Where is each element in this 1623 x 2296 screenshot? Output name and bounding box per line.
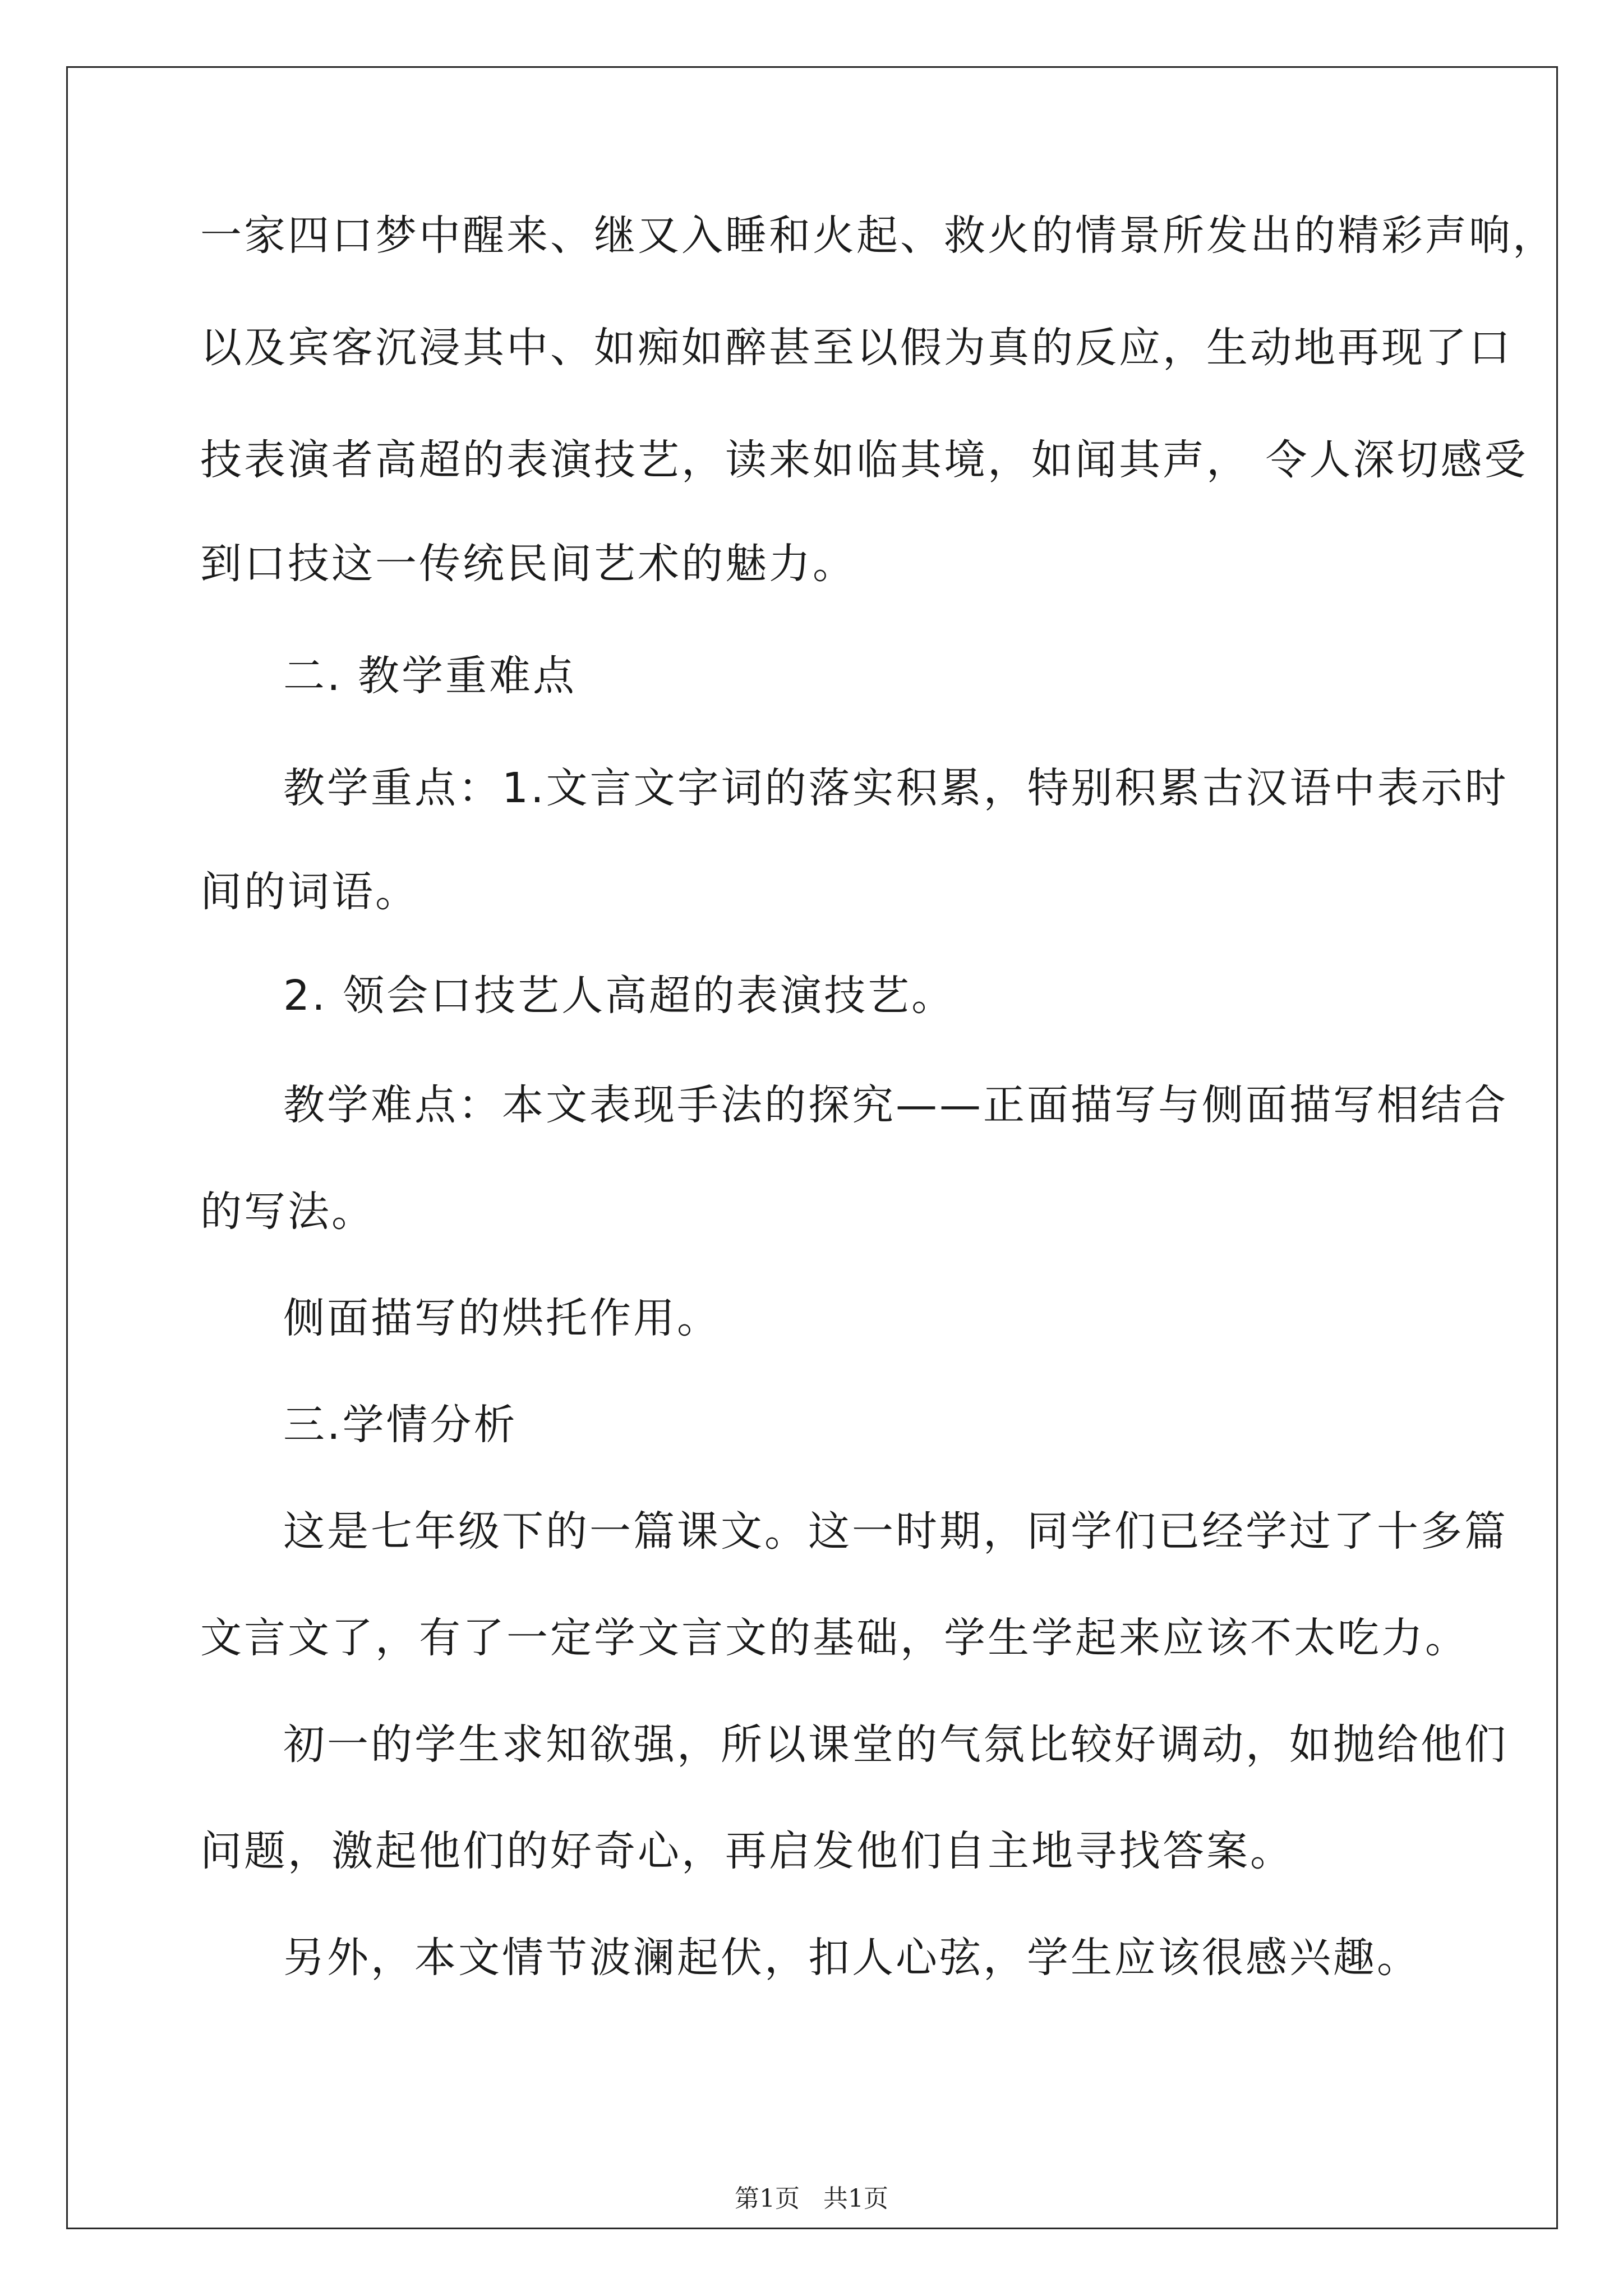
text-line: 侧面描写的烘托作用。 bbox=[283, 1294, 721, 1342]
page-number-footer: 第1页 共1页 bbox=[735, 2184, 888, 2213]
text-line: 间的词语。 bbox=[200, 868, 419, 916]
section-heading: 二. 教学重难点 bbox=[283, 652, 577, 700]
text-line: 以及宾客沉浸其中、如痴如醉甚至以假为真的反应，生动地再现了口 bbox=[200, 324, 1513, 372]
text-line: 技表演者高超的表演技艺，读来如临其境，如闻其声， 令人深切感受 bbox=[200, 436, 1528, 484]
text-line: 到口技这一传统民间艺术的魅力。 bbox=[200, 540, 856, 588]
text-line: 的写法。 bbox=[200, 1188, 375, 1236]
text-line: 文言文了，有了一定学文言文的基础，学生学起来应该不太吃力。 bbox=[200, 1614, 1469, 1662]
text-line: 另外，本文情节波澜起伏，扣人心弦，学生应该很感兴趣。 bbox=[283, 1934, 1421, 1982]
text-line: 教学难点：本文表现手法的探究——正面描写与侧面描写相结合 bbox=[283, 1081, 1508, 1129]
page-border bbox=[66, 66, 1558, 2229]
text-line: 教学重点：1.文言文字词的落实积累，特别积累古汉语中表示时 bbox=[283, 764, 1509, 812]
text-line: 问题，激起他们的好奇心，再启发他们自主地寻找答案。 bbox=[200, 1827, 1294, 1875]
text-line: 一家四口梦中醒来、继又入睡和火起、救火的情景所发出的精彩声响， bbox=[200, 211, 1556, 260]
section-heading: 三.学情分析 bbox=[283, 1401, 518, 1449]
text-line: 2. 领会口技艺人高超的表演技艺。 bbox=[283, 972, 956, 1020]
text-line: 这是七年级下的一篇课文。这一时期，同学们已经学过了十多篇 bbox=[283, 1507, 1508, 1556]
text-line: 初一的学生求知欲强，所以课堂的气氛比较好调动，如抛给他们 bbox=[283, 1720, 1508, 1769]
